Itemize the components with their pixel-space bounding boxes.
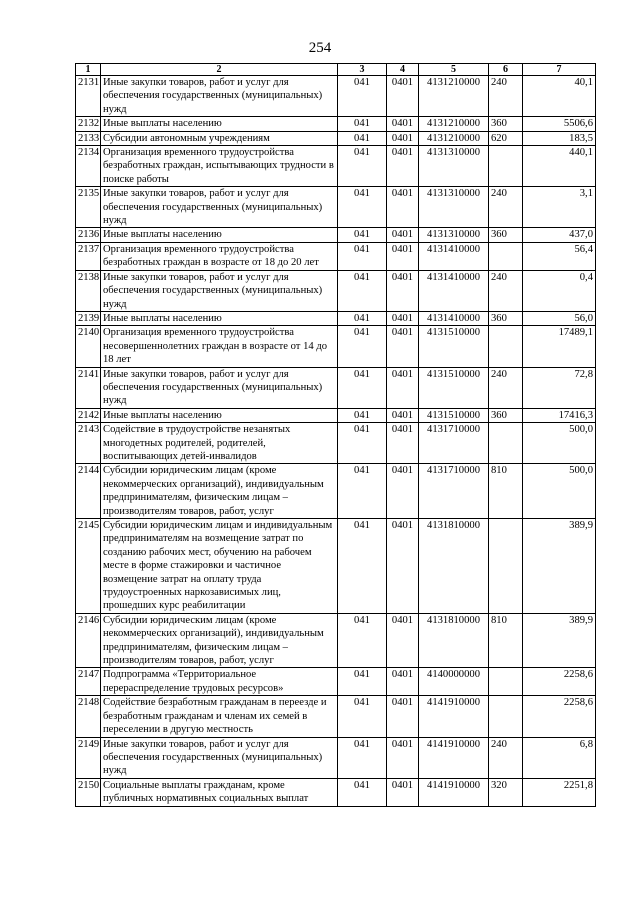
row-code-rz: 0401 bbox=[387, 242, 419, 270]
row-code-vr: 240 bbox=[489, 187, 523, 228]
row-number: 2131 bbox=[76, 76, 101, 117]
row-code-vr bbox=[489, 146, 523, 187]
row-name: Иные закупки товаров, работ и услуг для обеспечения государственных (муниципальных) нужд bbox=[101, 76, 338, 117]
row-code-csr: 4131710000 bbox=[419, 423, 489, 464]
page-number: 254 bbox=[308, 40, 332, 56]
row-name: Социальные выплаты гражданам, кроме публичных нормативных социальных выплат bbox=[101, 778, 338, 806]
row-number: 2140 bbox=[76, 326, 101, 367]
row-name: Субсидии юридическим лицам (кроме некоммерческих организаций), индивидуальным предпринимателям, физическим лицам – производителям товаров, работ, услуг bbox=[101, 613, 338, 668]
column-header: 5 bbox=[419, 64, 489, 76]
row-name: Субсидии автономным учреждениям bbox=[101, 131, 338, 145]
row-name: Иные выплаты населению bbox=[101, 228, 338, 242]
row-name: Организация временного трудоустройства безработных граждан, испытывающих трудности в поиске работы bbox=[101, 146, 338, 187]
row-number: 2143 bbox=[76, 423, 101, 464]
row-amount: 72,8 bbox=[523, 367, 596, 408]
row-code-csr: 4131410000 bbox=[419, 242, 489, 270]
row-amount: 6,8 bbox=[523, 737, 596, 778]
row-code-rz: 0401 bbox=[387, 423, 419, 464]
row-code-vr: 360 bbox=[489, 228, 523, 242]
row-code-csr: 4131810000 bbox=[419, 613, 489, 668]
column-header: 2 bbox=[101, 64, 338, 76]
row-code-vr: 620 bbox=[489, 131, 523, 145]
row-code-gr: 041 bbox=[338, 187, 387, 228]
row-code-vr: 360 bbox=[489, 408, 523, 422]
table-row bbox=[76, 778, 596, 806]
row-amount: 56,0 bbox=[523, 311, 596, 325]
row-code-vr: 240 bbox=[489, 270, 523, 311]
column-header: 4 bbox=[387, 64, 419, 76]
row-code-gr: 041 bbox=[338, 131, 387, 145]
row-code-gr: 041 bbox=[338, 117, 387, 131]
row-name: Организация временного трудоустройства несовершеннолетних граждан в возрасте от 14 до 18 лет bbox=[101, 326, 338, 367]
row-number: 2144 bbox=[76, 464, 101, 519]
table-row bbox=[76, 464, 596, 519]
row-code-vr bbox=[489, 668, 523, 696]
row-code-rz: 0401 bbox=[387, 146, 419, 187]
row-code-gr: 041 bbox=[338, 408, 387, 422]
row-number: 2132 bbox=[76, 117, 101, 131]
row-name: Иные выплаты населению bbox=[101, 117, 338, 131]
row-amount: 389,9 bbox=[523, 613, 596, 668]
table-row bbox=[76, 311, 596, 325]
row-name: Иные закупки товаров, работ и услуг для обеспечения государственных (муниципальных) нужд bbox=[101, 367, 338, 408]
row-code-vr: 360 bbox=[489, 117, 523, 131]
row-code-csr: 4131510000 bbox=[419, 367, 489, 408]
row-code-csr: 4131210000 bbox=[419, 76, 489, 117]
row-code-rz: 0401 bbox=[387, 696, 419, 737]
row-code-rz: 0401 bbox=[387, 187, 419, 228]
row-amount: 389,9 bbox=[523, 519, 596, 614]
row-code-vr: 360 bbox=[489, 311, 523, 325]
column-header: 3 bbox=[338, 64, 387, 76]
row-amount: 17416,3 bbox=[523, 408, 596, 422]
row-code-vr: 320 bbox=[489, 778, 523, 806]
row-amount: 17489,1 bbox=[523, 326, 596, 367]
row-name: Подпрограмма «Территориальное перераспределение трудовых ресурсов» bbox=[101, 668, 338, 696]
table-row bbox=[76, 270, 596, 311]
table-row bbox=[76, 696, 596, 737]
table-row bbox=[76, 408, 596, 422]
row-amount: 2251,8 bbox=[523, 778, 596, 806]
row-amount: 2258,6 bbox=[523, 696, 596, 737]
row-code-gr: 041 bbox=[338, 696, 387, 737]
row-code-vr: 810 bbox=[489, 464, 523, 519]
row-amount: 500,0 bbox=[523, 423, 596, 464]
table-row bbox=[76, 326, 596, 367]
row-code-gr: 041 bbox=[338, 146, 387, 187]
row-name: Субсидии юридическим лицам (кроме некоммерческих организаций), индивидуальным предпринимателям, физическим лицам – производителям товаров, работ, услуг bbox=[101, 464, 338, 519]
row-code-gr: 041 bbox=[338, 519, 387, 614]
table-row bbox=[76, 146, 596, 187]
row-code-vr bbox=[489, 696, 523, 737]
row-code-vr bbox=[489, 423, 523, 464]
table-row bbox=[76, 228, 596, 242]
row-code-gr: 041 bbox=[338, 228, 387, 242]
table-row bbox=[76, 242, 596, 270]
row-code-rz: 0401 bbox=[387, 311, 419, 325]
row-code-rz: 0401 bbox=[387, 326, 419, 367]
table-row bbox=[76, 131, 596, 145]
row-code-gr: 041 bbox=[338, 270, 387, 311]
row-code-csr: 4131410000 bbox=[419, 270, 489, 311]
row-code-gr: 041 bbox=[338, 311, 387, 325]
table-row bbox=[76, 613, 596, 668]
column-header: 7 bbox=[523, 64, 596, 76]
row-code-rz: 0401 bbox=[387, 117, 419, 131]
row-amount: 3,1 bbox=[523, 187, 596, 228]
row-code-gr: 041 bbox=[338, 464, 387, 519]
row-number: 2134 bbox=[76, 146, 101, 187]
row-code-csr: 4131310000 bbox=[419, 146, 489, 187]
row-number: 2150 bbox=[76, 778, 101, 806]
row-code-rz: 0401 bbox=[387, 228, 419, 242]
row-code-csr: 4131410000 bbox=[419, 311, 489, 325]
row-amount: 2258,6 bbox=[523, 668, 596, 696]
row-name: Организация временного трудоустройства безработных граждан в возрасте от 18 до 20 лет bbox=[101, 242, 338, 270]
row-number: 2148 bbox=[76, 696, 101, 737]
row-number: 2147 bbox=[76, 668, 101, 696]
row-code-csr: 4140000000 bbox=[419, 668, 489, 696]
row-code-gr: 041 bbox=[338, 367, 387, 408]
row-code-csr: 4141910000 bbox=[419, 778, 489, 806]
row-code-gr: 041 bbox=[338, 737, 387, 778]
row-code-csr: 4131310000 bbox=[419, 187, 489, 228]
row-code-csr: 4131210000 bbox=[419, 117, 489, 131]
row-name: Иные закупки товаров, работ и услуг для обеспечения государственных (муниципальных) нужд bbox=[101, 187, 338, 228]
row-code-vr bbox=[489, 242, 523, 270]
row-code-csr: 4131710000 bbox=[419, 464, 489, 519]
row-code-rz: 0401 bbox=[387, 131, 419, 145]
row-code-rz: 0401 bbox=[387, 76, 419, 117]
row-number: 2136 bbox=[76, 228, 101, 242]
table-row bbox=[76, 519, 596, 614]
row-code-rz: 0401 bbox=[387, 367, 419, 408]
row-number: 2139 bbox=[76, 311, 101, 325]
table-row bbox=[76, 737, 596, 778]
row-code-gr: 041 bbox=[338, 326, 387, 367]
table-row bbox=[76, 187, 596, 228]
row-code-rz: 0401 bbox=[387, 408, 419, 422]
row-amount: 440,1 bbox=[523, 146, 596, 187]
row-name: Содействие безработным гражданам в переезде и безработным гражданам и членам их семей в переселении в другую местность bbox=[101, 696, 338, 737]
row-amount: 5506,6 bbox=[523, 117, 596, 131]
table-row bbox=[76, 423, 596, 464]
row-code-gr: 041 bbox=[338, 242, 387, 270]
row-number: 2137 bbox=[76, 242, 101, 270]
row-number: 2146 bbox=[76, 613, 101, 668]
row-code-gr: 041 bbox=[338, 668, 387, 696]
row-name: Иные закупки товаров, работ и услуг для обеспечения государственных (муниципальных) нужд bbox=[101, 737, 338, 778]
row-code-rz: 0401 bbox=[387, 668, 419, 696]
row-code-csr: 4131510000 bbox=[419, 408, 489, 422]
column-header: 6 bbox=[489, 64, 523, 76]
row-code-csr: 4141910000 bbox=[419, 737, 489, 778]
row-number: 2145 bbox=[76, 519, 101, 614]
header-row bbox=[76, 64, 596, 76]
row-number: 2138 bbox=[76, 270, 101, 311]
row-amount: 183,5 bbox=[523, 131, 596, 145]
row-code-vr bbox=[489, 326, 523, 367]
row-code-rz: 0401 bbox=[387, 613, 419, 668]
row-name: Иные закупки товаров, работ и услуг для обеспечения государственных (муниципальных) нужд bbox=[101, 270, 338, 311]
row-number: 2142 bbox=[76, 408, 101, 422]
row-name: Иные выплаты населению bbox=[101, 311, 338, 325]
row-code-gr: 041 bbox=[338, 76, 387, 117]
column-header: 1 bbox=[76, 64, 101, 76]
row-code-csr: 4141910000 bbox=[419, 696, 489, 737]
row-amount: 40,1 bbox=[523, 76, 596, 117]
row-code-csr: 4131510000 bbox=[419, 326, 489, 367]
row-code-vr bbox=[489, 519, 523, 614]
row-code-csr: 4131210000 bbox=[419, 131, 489, 145]
row-number: 2149 bbox=[76, 737, 101, 778]
row-code-rz: 0401 bbox=[387, 464, 419, 519]
row-code-gr: 041 bbox=[338, 778, 387, 806]
row-code-gr: 041 bbox=[338, 423, 387, 464]
row-code-vr: 240 bbox=[489, 737, 523, 778]
row-amount: 500,0 bbox=[523, 464, 596, 519]
row-amount: 56,4 bbox=[523, 242, 596, 270]
row-amount: 0,4 bbox=[523, 270, 596, 311]
row-number: 2141 bbox=[76, 367, 101, 408]
row-name: Иные выплаты населению bbox=[101, 408, 338, 422]
row-number: 2135 bbox=[76, 187, 101, 228]
row-code-rz: 0401 bbox=[387, 519, 419, 614]
row-code-rz: 0401 bbox=[387, 737, 419, 778]
row-code-vr: 240 bbox=[489, 76, 523, 117]
row-code-gr: 041 bbox=[338, 613, 387, 668]
row-code-vr: 240 bbox=[489, 367, 523, 408]
row-code-vr: 810 bbox=[489, 613, 523, 668]
row-name: Субсидии юридическим лицам и индивидуальным предпринимателям на возмещение затрат по созданию рабочих мест, обучению на рабочем месте в форме стажировки и частичное возмещение затрат на оплату труда трудоустроенных наркозависимых лиц, прошедших курс реабилитации bbox=[101, 519, 338, 614]
row-code-csr: 4131310000 bbox=[419, 228, 489, 242]
row-code-rz: 0401 bbox=[387, 270, 419, 311]
table-row bbox=[76, 117, 596, 131]
row-name: Содействие в трудоустройстве незанятых многодетных родителей, родителей, воспитывающих детей-инвалидов bbox=[101, 423, 338, 464]
row-code-csr: 4131810000 bbox=[419, 519, 489, 614]
table-row bbox=[76, 668, 596, 696]
row-amount: 437,0 bbox=[523, 228, 596, 242]
table-row bbox=[76, 367, 596, 408]
budget-table bbox=[75, 63, 596, 807]
row-number: 2133 bbox=[76, 131, 101, 145]
table-row bbox=[76, 76, 596, 117]
row-code-rz: 0401 bbox=[387, 778, 419, 806]
